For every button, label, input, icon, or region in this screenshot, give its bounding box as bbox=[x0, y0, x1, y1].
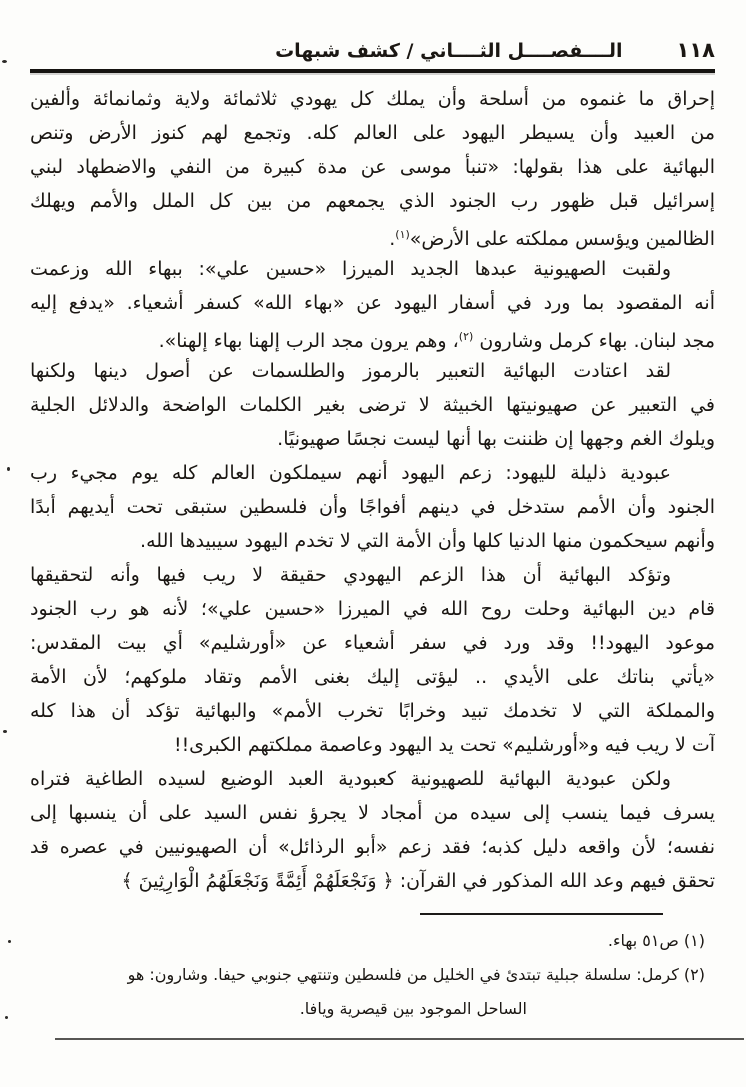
scan-bottom-line bbox=[55, 1038, 744, 1040]
footnote-ref: (٢) bbox=[458, 330, 474, 343]
text-line: إسرائيل قبل ظهور رب الجنود الذي يجمعهم من بين كل الملل والأمم ويهلك bbox=[30, 190, 715, 212]
footnote-separator bbox=[420, 913, 663, 915]
text-line: قام دين البهائية وحلت روح الله في الميرزا «حسين علي»؛ لأنه هو رب الجنود bbox=[30, 598, 715, 620]
text-line: والمملكة التي لا تخدمك تبيد وخرابًا تخرب الأمم» والبهائية تؤكد أن هذا كله bbox=[30, 700, 715, 722]
text-line: عبودية ذليلة لليهود: زعم اليهود أنهم سيملكون العالم كله يوم مجيء رب bbox=[30, 462, 671, 484]
footnote-line: (١) ص٥١ بهاء. bbox=[607, 931, 705, 950]
text-line: في التعبير عن صهيونيتها الخبيثة لا ترضى بغير الكلمات الواضحة والدلائل الجلية bbox=[30, 394, 715, 416]
text-line: وأنهم سيحكمون منها الدنيا كلها وأن الأمة التي لا تخدم اليهود سيبيدها الله. bbox=[140, 530, 715, 552]
footnote-line: الساحل الموجود بين قيصرية ويافا. bbox=[299, 999, 527, 1018]
chapter-title: الــــفصــــل الثــــاني / كشف شبهات bbox=[275, 40, 623, 62]
text-line: الجنود وأن الأمم ستدخل في دينهم أفواجًا وأن فلسطين ستبقى تحت أيديهم أبدًا bbox=[30, 496, 715, 518]
body-text bbox=[30, 82, 715, 898]
text-line: يسرف فيما ينسب إلى سيده من أمجاد لا يجرؤ نفس السيد على أن ينسبها إلى bbox=[30, 802, 715, 824]
scan-speck bbox=[5, 1016, 8, 1019]
text-line: من العبيد وأن يسيطر اليهود على العالم كله. وتجمع لهم كنوز الأرض وتنص bbox=[30, 122, 715, 144]
header-rule bbox=[30, 69, 715, 73]
text-line: تحقق فيهم وعد الله المذكور في القرآن: ﴿ وَنَجْعَلَهُمْ أَئِمَّةً وَنَجْعَلَهُمُ الْوَارِثِينَ ﴾ bbox=[121, 870, 715, 892]
text-line: موعود اليهود!! وقد ورد في سفر أشعياء عن «أورشليم» أي بيت المقدس: bbox=[30, 632, 715, 654]
scan-speck bbox=[3, 730, 7, 733]
footnotes bbox=[30, 913, 715, 1026]
text-line: أنه المقصود بما ورد في أسفار اليهود عن «بهاء الله» كسفر أشعياء. «يدفع إليه bbox=[30, 292, 715, 314]
text-line: مجد لبنان. بهاء كرمل وشارون $^{(٢)}$، وهم يرون مجد الرب إلهنا بهاء إلهنا». bbox=[158, 330, 715, 352]
text-line: الظالمين ويؤسس مملكته على الأرض»$^{(١)}$. bbox=[389, 228, 715, 250]
text-line: ويلوك الغم وجهها إن ظننت بها أنها ليست نجسًا صهيونيًا. bbox=[277, 428, 715, 450]
text-line: لقد اعتادت البهائية التعبير بالرموز والطلسمات عن أصول دينها ولكنها bbox=[30, 360, 671, 382]
page-number: ١١٨ bbox=[676, 38, 715, 62]
scan-speck bbox=[2, 60, 7, 63]
footnote-ref: (١) bbox=[395, 228, 410, 241]
text-line: ولقبت الصهيونية عبدها الجديد الميرزا «حسين علي»: ببهاء الله وزعمت bbox=[30, 258, 671, 280]
footnote-line: (٢) كرمل: سلسلة جبلية تبتدئ في الخليل من فلسطين وتنتهي جنوبي حيفا. وشارون: هو bbox=[127, 965, 705, 984]
text-line: البهائية على هذا بقولها: «تنبأ موسى عن مدة كبيرة من النفي والاضطهاد لبني bbox=[30, 156, 715, 178]
text-line: وتؤكد البهائية أن هذا الزعم اليهودي حقيقة لا ريب فيها وأنه لتحقيقها bbox=[30, 564, 671, 586]
scan-speck bbox=[8, 940, 11, 943]
text-line: إحراق ما غنموه من أسلحة وأن يملك كل يهودي ثلاثمائة ولاية وثمانمائة وألفين bbox=[30, 88, 715, 110]
text-line: «يأتي بناتك على الأيدي .. ليؤتى إليك بغنى الأمم وتقاد ملوكهم؛ لأن الأمة bbox=[30, 666, 715, 688]
text-line: ولكن عبودية البهائية للصهيونية كعبودية العبد الوضيع لسيده الطاغية فتراه bbox=[30, 768, 671, 790]
text-line: نفسه؛ لأن واقعه دليل كذبه؛ فقد زعم «أبو الرذائل» أن الصهيونيين في عصره قد bbox=[30, 836, 715, 858]
page-header bbox=[30, 28, 715, 62]
footnotes-list bbox=[30, 924, 715, 1026]
scan-speck bbox=[7, 467, 10, 471]
text-line: آت لا ريب فيه و«أورشليم» تحت يد اليهود وعاصمة مملكتهم الكبرى!! bbox=[173, 734, 715, 756]
